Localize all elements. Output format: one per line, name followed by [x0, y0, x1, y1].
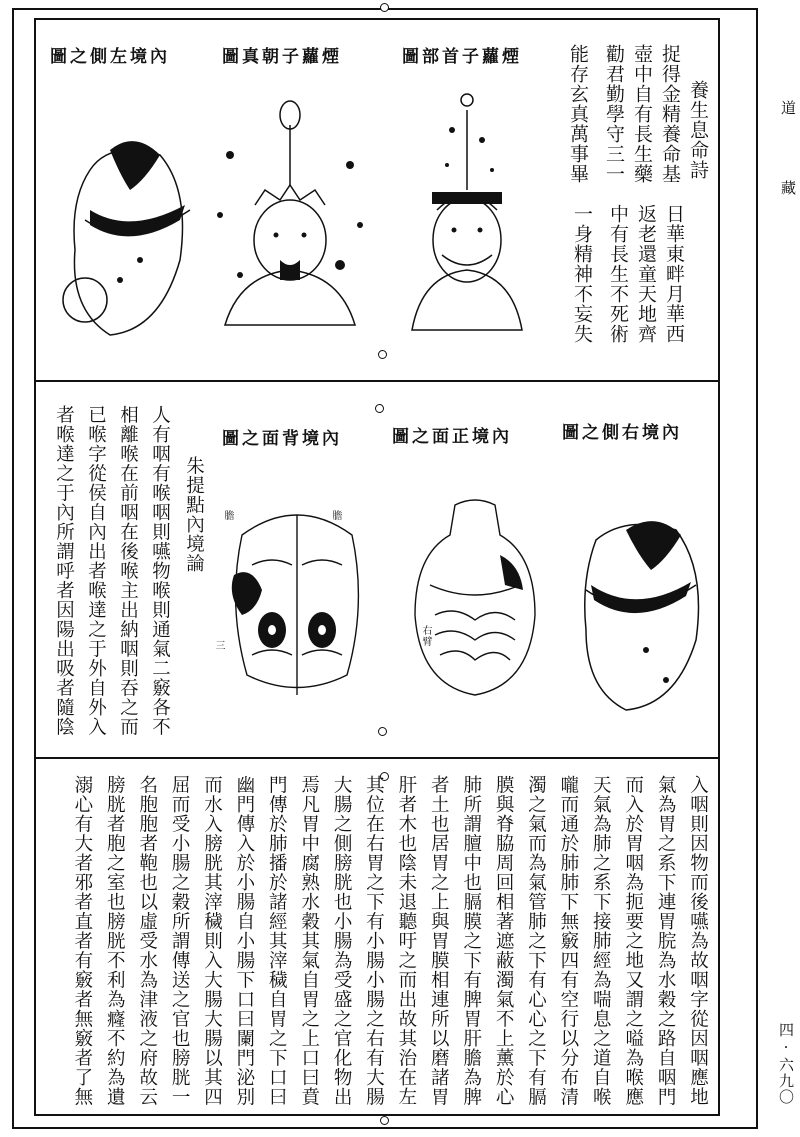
- body-column: 名胞胞者鞄也以虛受水為津液之府故云: [136, 775, 158, 1107]
- text-column: 者喉達之于內所謂呼者因陽出吸者隨陰: [53, 405, 75, 737]
- collection-name-top: 道: [779, 100, 797, 116]
- binding-hole: [375, 404, 384, 413]
- fig-label: 膽: [222, 510, 233, 521]
- body-column: 溺心有大者邪者直者有竅者無竅者了無: [71, 775, 93, 1107]
- poem-line: 日華東畔月華西: [663, 204, 685, 344]
- body-column: 天氣為肺之系下接肺經為喘息之道自喉: [590, 775, 612, 1107]
- binding-hole: [380, 3, 389, 12]
- body-column: 大腸之側膀胱也小腸為受盛之官化物出: [331, 775, 353, 1107]
- fig-title-back: 內境背面之圖: [222, 429, 342, 449]
- body-column: 門傳於肺播於諸經其滓穢自胃之下口曰: [266, 775, 288, 1107]
- fig-label: 三: [213, 640, 224, 651]
- fig-title-front: 內境正面之圖: [392, 427, 512, 447]
- fig-label: 膽: [330, 510, 341, 521]
- body-column: 膜與脊脇周回相著遮蔽濁氣不上薰於心: [493, 775, 515, 1107]
- collection-name-bottom: 藏: [779, 180, 797, 196]
- head-illustration: [392, 80, 542, 345]
- text-column: 相離喉在前咽在後喉主出納咽則吞之而: [117, 405, 139, 737]
- body-column: 其位在右胃之下有小腸小腸之右有大腸: [363, 775, 385, 1107]
- fig-label: 右臂: [420, 625, 431, 647]
- poem-line: 壺中自有長生藥: [631, 44, 653, 184]
- body-column: 幽門傳入於小腸自小腸下口曰闌門泌別: [233, 775, 255, 1107]
- page-number: 四·六九〇: [777, 1022, 795, 1105]
- zhenchao-illustration: [200, 95, 380, 335]
- body-column: 膀胱者胞之室也膀胱不利為癃不約為遺: [104, 775, 126, 1107]
- poem-line: 一身精神不妄失: [571, 204, 593, 344]
- back-illustration: [222, 495, 372, 700]
- body-column: 而入於胃咽為扼要之地又謂之嗌為喉應: [622, 775, 644, 1107]
- poem-line: 勸君勤學守三一: [603, 44, 625, 184]
- poem-line: 捉得金精養命基: [659, 44, 681, 184]
- body-column: 氣為胃之系下連胃脘為水穀之路自咽門: [655, 775, 677, 1107]
- fig-title-head: 煙蘿子首部圖: [402, 47, 522, 67]
- body-column: 嚨而通於肺肺下無竅四有空行以分布清: [557, 775, 579, 1107]
- body-column: 者土也居胃之上與胃膜相連所以磨諸胃: [428, 775, 450, 1107]
- binding-hole: [378, 727, 387, 736]
- body-column: 而水入膀胱其滓穢則入大腸大腸以其四: [201, 775, 223, 1107]
- poem-line: 返老還童天地齊: [635, 204, 657, 344]
- text-column: 已喉字從侯自內出者喉達之于外自外入: [85, 405, 107, 737]
- body-column: 肺所謂膻中也膈膜之下有脾胃肝膽為脾: [460, 775, 482, 1107]
- fig-title-zhenchao: 煙蘿子朝真圖: [222, 47, 342, 67]
- body-column: 濁之氣而為氣管肺之下有心心之下有膈: [525, 775, 547, 1107]
- text-column: 人有咽有喉咽則嚥物喉則通氣二竅各不: [149, 405, 171, 737]
- body-column: 焉凡胃中腐熟水穀其氣自胃之上口曰賁: [298, 775, 320, 1107]
- body-column: 入咽則因物而後嚥為故咽字從因咽應地: [687, 775, 709, 1107]
- treatise-title: 朱提點內境論: [183, 456, 205, 573]
- left-side-illustration: [50, 110, 210, 340]
- right-side-illustration: [566, 500, 716, 715]
- section-divider-2: [34, 757, 720, 759]
- poem-line: 能存玄真萬事畢: [567, 44, 589, 184]
- poem-title: 養生息命詩: [687, 80, 709, 180]
- poem-line: 中有長生不死術: [607, 204, 629, 344]
- fig-title-right-side: 內境右側之圖: [562, 423, 682, 443]
- section-divider-1: [34, 380, 720, 382]
- binding-hole: [378, 350, 387, 359]
- body-column: 屈而受小腸之穀所謂傳送之官也膀胱一: [169, 775, 191, 1107]
- binding-hole: [380, 1116, 389, 1125]
- front-illustration: [405, 495, 545, 700]
- body-column: 肝者木也陰未退聽吁之而出故其治在左: [395, 775, 417, 1107]
- fig-title-left-side: 內境左側之圖: [50, 47, 170, 67]
